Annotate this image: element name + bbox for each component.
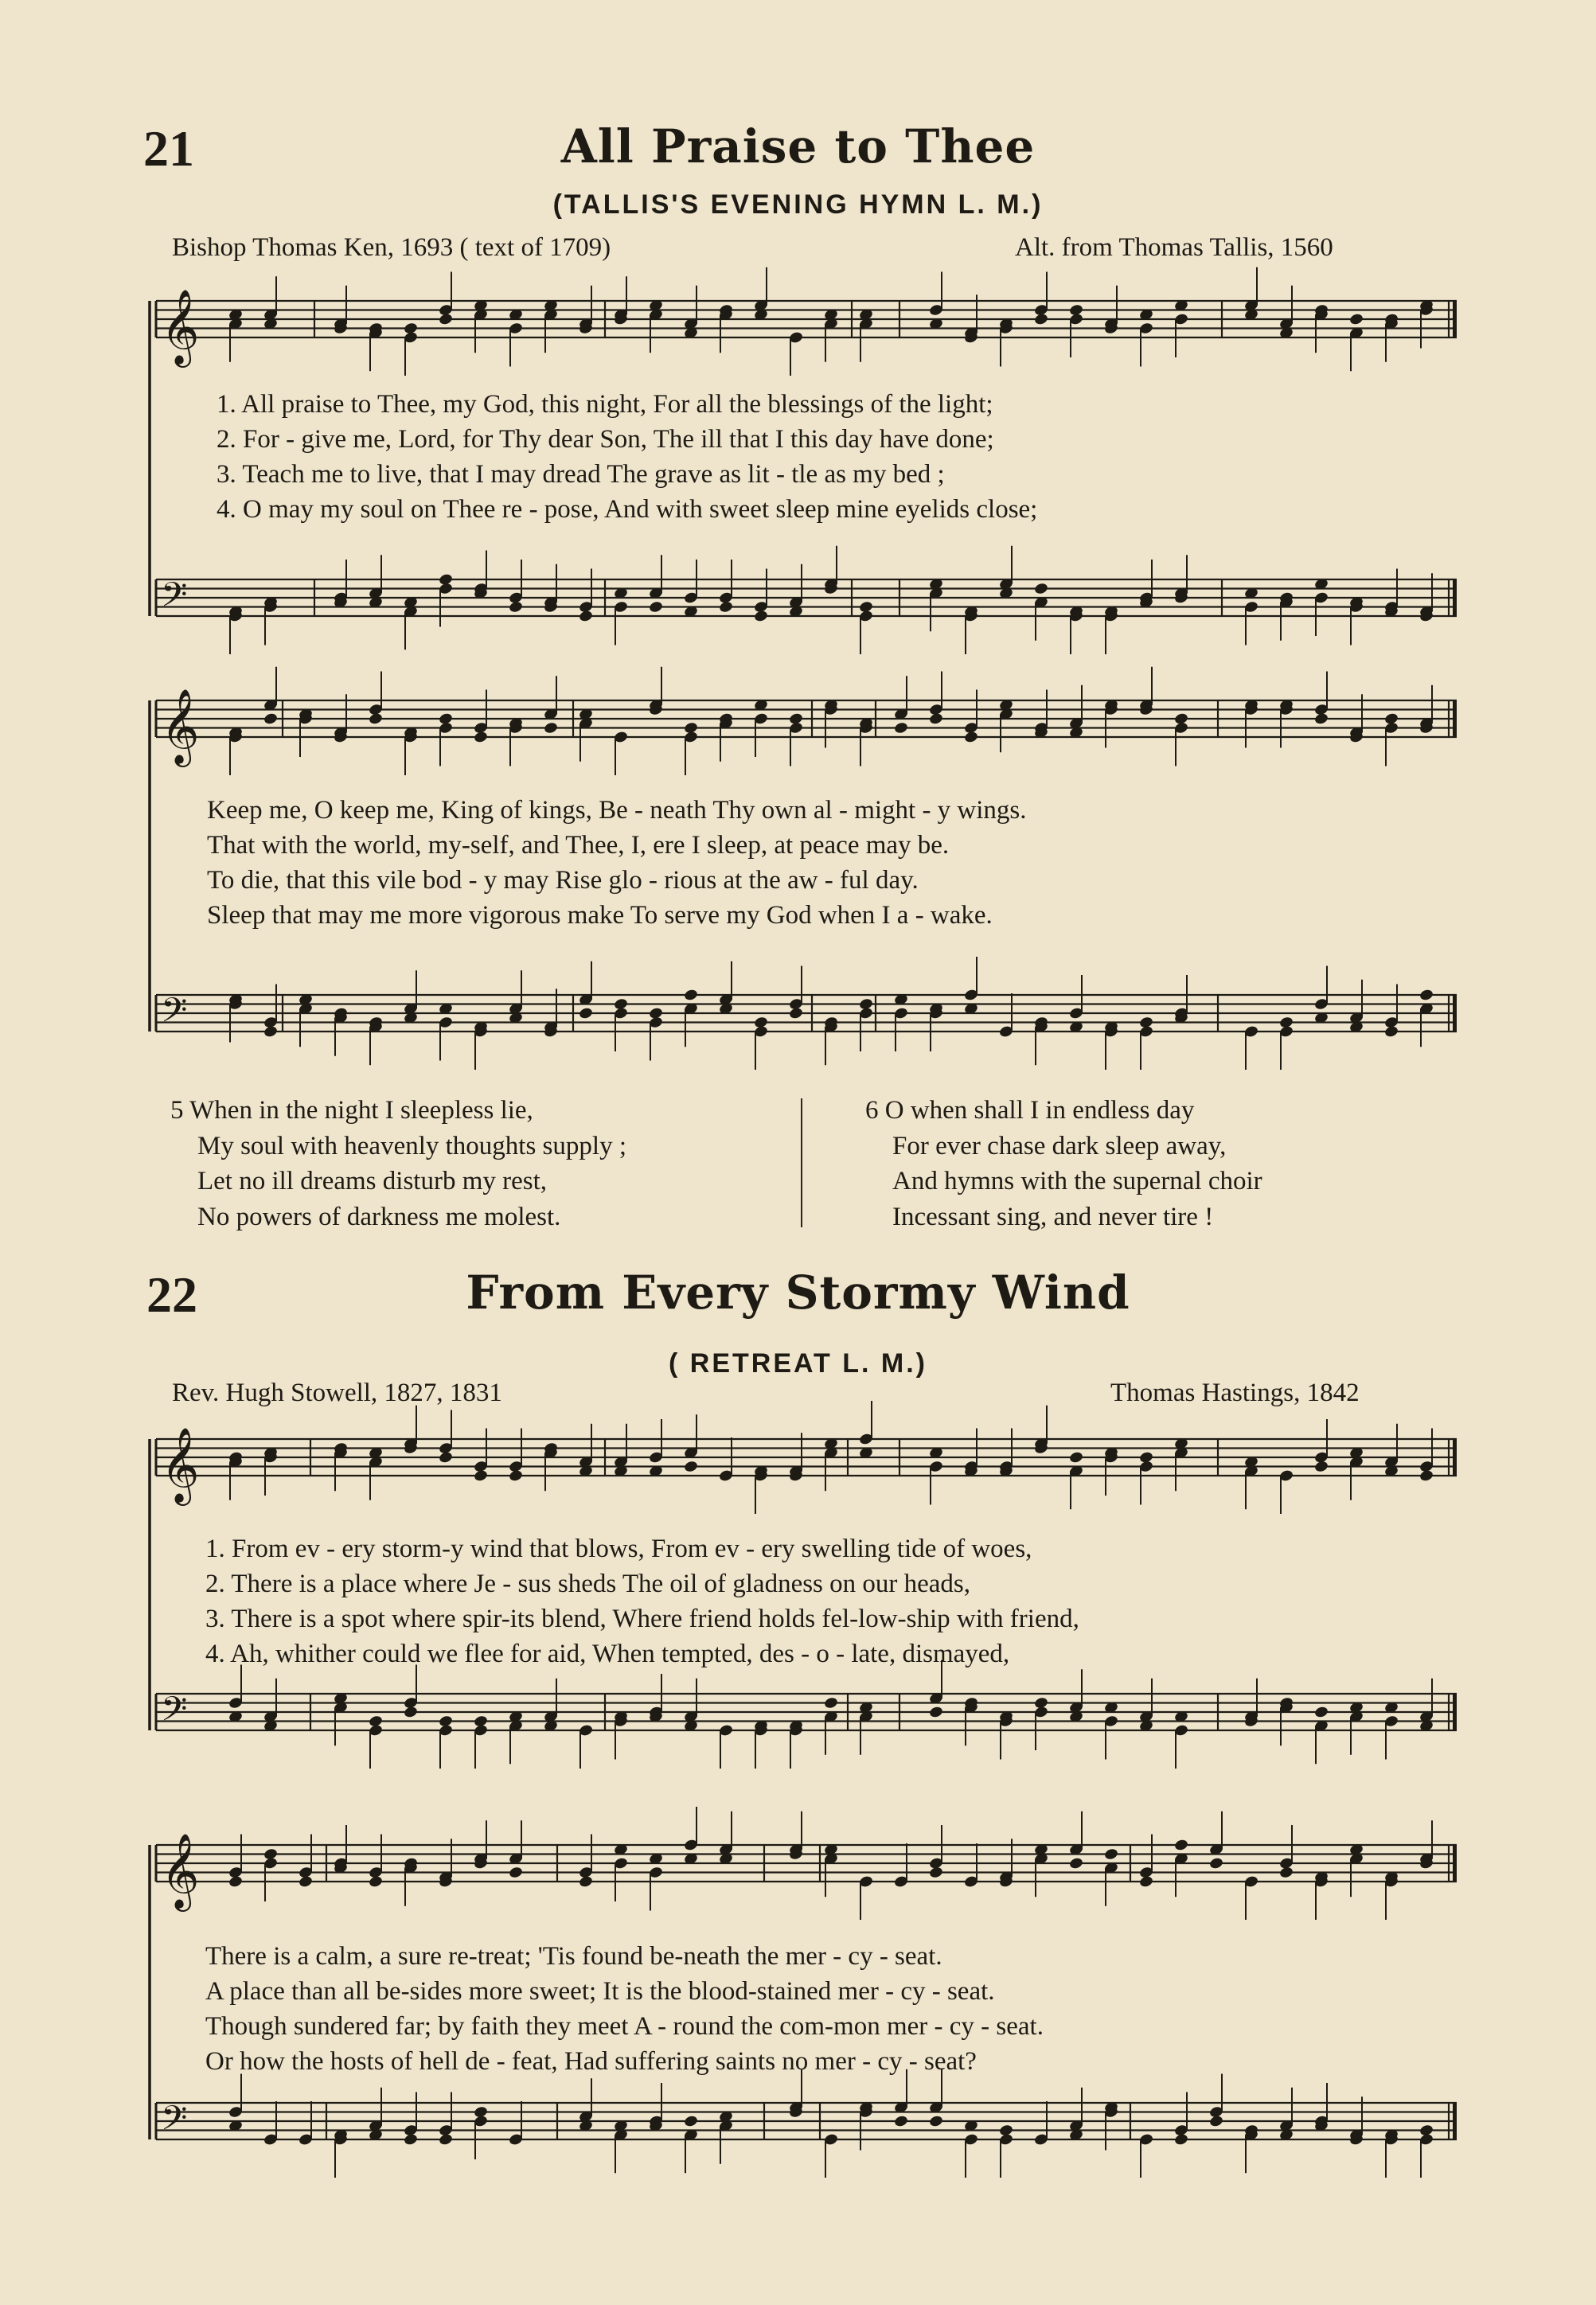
svg-text:𝄢: 𝄢 xyxy=(161,2099,188,2147)
verse-line: Let no ill dreams disturb my rest, xyxy=(197,1167,548,1195)
lyric-line: 4. Ah, whither could we flee for aid, When tempted, des - o - late, dismayed, xyxy=(205,1640,1010,1668)
lyric-line: 4. O may my soul on Thee re - pose, And with sweet sleep mine eyelids close; xyxy=(217,495,1038,524)
verse-line: And hymns with the supernal choir xyxy=(892,1167,1262,1195)
lyric-line: 2. There is a place where Je - sus sheds The oil of gladness on our heads, xyxy=(205,1570,971,1598)
svg-text:𝄢: 𝄢 xyxy=(161,1690,188,1738)
lyric-line: Keep me, O keep me, King of kings, Be - neath Thy own al - might - y wings. xyxy=(207,796,1027,825)
composer-credit: Thomas Hastings, 1842 xyxy=(1110,1379,1360,1407)
lyric-line: 3. There is a spot where spir-its blend, Where friend holds fel-low-ship with friend, xyxy=(205,1605,1079,1633)
lyric-line: 2. For - give me, Lord, for Thy dear Son, The ill that I this day have done; xyxy=(217,425,994,454)
hymn-title: From Every Stormy Wind xyxy=(466,1266,1130,1320)
verse-line: For ever chase dark sleep away, xyxy=(892,1131,1227,1160)
tune-name: ( RETREAT L. M.) xyxy=(669,1348,927,1379)
lyric-line: 3. Teach me to live, that I may dread The grave as lit - tle as my bed ; xyxy=(217,460,945,489)
author-credit: Bishop Thomas Ken, 1693 ( text of 1709) xyxy=(172,233,611,262)
lyric-line: To die, that this vile bod - y may Rise glo - rious at the aw - ful day. xyxy=(207,866,919,895)
lyric-line: A place than all be-sides more sweet; It is the blood-stained mer - cy - seat. xyxy=(205,1977,995,2006)
verse-line: Incessant sing, and never tire ! xyxy=(892,1202,1214,1231)
lyric-line: Or how the hosts of hell de - feat, Had suffering saints no mer - cy - seat? xyxy=(205,2047,977,2076)
verse-line: 5 When in the night I sleepless lie, xyxy=(170,1096,533,1125)
lyric-line: 1. From ev - ery storm-y wind that blows, From ev - ery swelling tide of woes, xyxy=(205,1535,1032,1563)
lyric-line: That with the world, my-self, and Thee, I, ere I sleep, at peace may be. xyxy=(207,831,950,860)
svg-text:𝄢: 𝄢 xyxy=(161,991,188,1039)
verse-line: No powers of darkness me molest. xyxy=(197,1202,561,1231)
lyric-line: Sleep that may me more vigorous make To serve my God when I a - wake. xyxy=(207,901,993,930)
composer-credit: Alt. from Thomas Tallis, 1560 xyxy=(1015,233,1333,262)
lyric-line: 1. All praise to Thee, my God, this night, For all the blessings of the light; xyxy=(217,390,993,419)
lyric-line: Though sundered far; by faith they meet A - round the com-mon mer - cy - seat. xyxy=(205,2012,1044,2041)
svg-text:𝄞: 𝄞 xyxy=(161,1427,200,1503)
hymn-number: 22 xyxy=(146,1266,197,1323)
tune-name: (TALLIS'S EVENING HYMN L. M.) xyxy=(552,189,1044,220)
svg-text:𝄞: 𝄞 xyxy=(161,688,200,764)
author-credit: Rev. Hugh Stowell, 1827, 1831 xyxy=(172,1379,502,1407)
hymn-number: 21 xyxy=(143,120,194,177)
lyric-line: There is a calm, a sure re-treat; 'Tis found be-neath the mer - cy - seat. xyxy=(205,1942,942,1971)
svg-text:𝄞: 𝄞 xyxy=(161,289,200,365)
verse-line: My soul with heavenly thoughts supply ; xyxy=(197,1131,626,1160)
hymn-title: All Praise to Thee xyxy=(560,119,1036,174)
svg-text:𝄢: 𝄢 xyxy=(161,575,188,623)
svg-text:𝄞: 𝄞 xyxy=(161,1833,200,1909)
verse-line: 6 O when shall I in endless day xyxy=(865,1096,1195,1125)
